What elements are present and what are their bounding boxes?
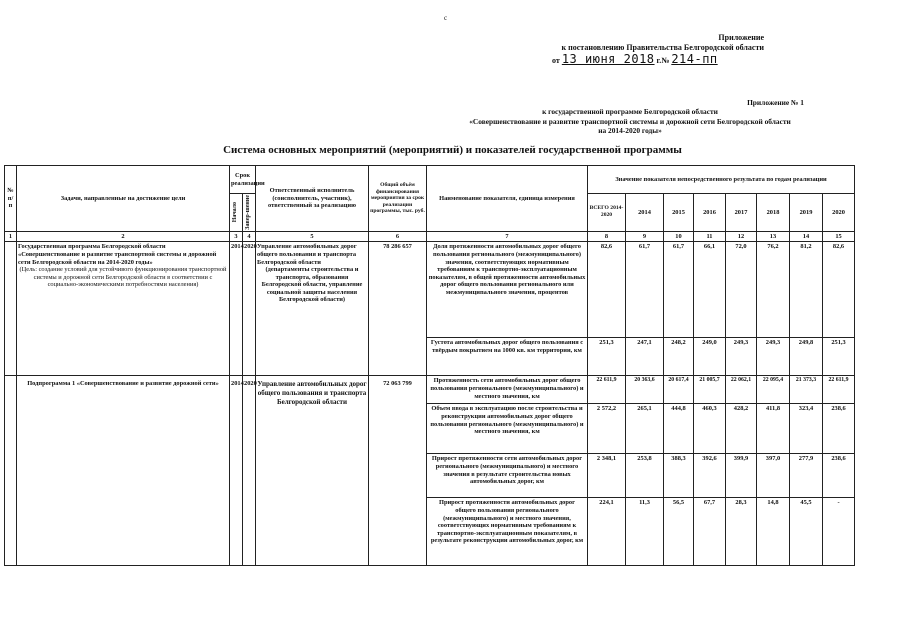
header-responsible: Ответственный исполнитель (соисполнитель, участник), ответственный за реализацию <box>256 166 369 232</box>
indicator-value: 247,1 <box>626 338 664 376</box>
program-task-cell <box>17 242 230 376</box>
program-title: Государственная программа Белгородской области «Совершенствование и развитие транспортной системы и дорожной сети Белгородской области на 2014-2020 годы» <box>18 243 217 266</box>
indicator-value: 56,5 <box>664 498 694 566</box>
column-number: 3 <box>230 231 243 242</box>
column-number: 8 <box>588 231 626 242</box>
appendix-header <box>420 98 840 136</box>
header-no: № п/п <box>5 166 17 232</box>
indicator-value: 22 062,1 <box>726 376 757 404</box>
header-term: Срок реализации <box>230 166 256 194</box>
header-year: 2016 <box>694 194 726 232</box>
indicator-value: 76,2 <box>757 242 790 338</box>
indicator-total: 82,6 <box>588 242 626 338</box>
header-indicator: Наименование показателя, единица измерения <box>427 166 588 232</box>
indicator-value: 238,6 <box>823 454 855 498</box>
indicator-total: 22 611,9 <box>588 376 626 404</box>
subprogram-end: 2020 <box>243 376 256 566</box>
column-number: 7 <box>427 231 588 242</box>
header-values: Значение показателя непосредственного результата по годам реализации <box>588 166 855 194</box>
indicator-value: 61,7 <box>664 242 694 338</box>
column-number-row <box>5 231 855 242</box>
indicator-value: 72,0 <box>726 242 757 338</box>
column-number: 5 <box>256 231 369 242</box>
decree-g: г.№ <box>656 56 670 65</box>
indicator-value: 249,8 <box>790 338 823 376</box>
appendix-line-3: «Совершенствование и развитие транспортной системы и дорожной сети Белгородской области <box>469 116 791 126</box>
column-number: 2 <box>17 231 230 242</box>
header-year: 2020 <box>823 194 855 232</box>
indicator-name: Протяженность сети автомобильных дорог общего пользования регионального (межмуниципального) и местного значения, км <box>427 376 588 404</box>
header-year: 2015 <box>664 194 694 232</box>
indicator-value: 82,6 <box>823 242 855 338</box>
indicator-total: 2 348,1 <box>588 454 626 498</box>
indicator-value: 20 617,4 <box>664 376 694 404</box>
indicator-value: 411,8 <box>757 404 790 454</box>
indicator-value: 388,3 <box>664 454 694 498</box>
indicator-name: Прирост протяженности автомобильных дорог общего пользования регионального (межмуниципального) и местного значения, соответствующих нормативным требованиям к транспортно-эксплуатационным показателям, в результате реконструкции автомобильных дорог, км <box>427 498 588 566</box>
column-number: 4 <box>243 231 256 242</box>
indicator-value: 265,1 <box>626 404 664 454</box>
header-year: 2017 <box>726 194 757 232</box>
header-financing: Общий объём финансирования мероприятия за срок реализации программы, тыс. руб. <box>369 166 427 232</box>
decree-reference <box>552 52 718 66</box>
indicator-value: 397,0 <box>757 454 790 498</box>
column-number: 9 <box>626 231 664 242</box>
indicator-total: 2 572,2 <box>588 404 626 454</box>
document-title: Система основных мероприятий (мероприятий) и показателей государственной программы <box>223 144 682 156</box>
program-table <box>4 165 855 566</box>
indicator-name: Густота автомобильных дорог общего пользования с твёрдым покрытием на 1000 кв. км территории, км <box>427 338 588 376</box>
decree-header <box>562 33 764 53</box>
decree-number: 214-пп <box>671 52 718 66</box>
appendix-line-1: Приложение № 1 <box>747 98 804 107</box>
indicator-value: 45,5 <box>790 498 823 566</box>
table-row <box>5 242 855 338</box>
table-row <box>5 376 855 404</box>
column-number: 11 <box>694 231 726 242</box>
column-number: 12 <box>726 231 757 242</box>
header-start: Начало <box>230 194 243 232</box>
decree-date: 13 июня 2018 <box>561 52 655 66</box>
indicator-value: 249,0 <box>694 338 726 376</box>
indicator-value: 248,2 <box>664 338 694 376</box>
indicator-value: 81,2 <box>790 242 823 338</box>
indicator-value: - <box>823 498 855 566</box>
indicator-value: 22 611,9 <box>823 376 855 404</box>
indicator-value: 238,6 <box>823 404 855 454</box>
header-year: 2014 <box>626 194 664 232</box>
indicator-value: 21 005,7 <box>694 376 726 404</box>
indicator-value: 444,8 <box>664 404 694 454</box>
subprogram-start: 2014 <box>230 376 243 566</box>
indicator-value: 323,4 <box>790 404 823 454</box>
program-financing: 78 286 657 <box>369 242 427 376</box>
column-number: 15 <box>823 231 855 242</box>
program-responsible: Управление автомобильных дорог общего пользования и транспорта Белгородской области (департаменты строительства и транспорта, образования Белгородской области, управление социальной защиты населения Белгородской области) <box>256 242 369 376</box>
indicator-value: 28,3 <box>726 498 757 566</box>
indicator-value: 67,7 <box>694 498 726 566</box>
header-line-1: Приложение <box>718 33 764 42</box>
appendix-line-2: к государственной программе Белгородской области <box>542 107 718 117</box>
page-mark: с <box>444 14 448 22</box>
subprogram-title: Подпрограмма 1 «Совершенствование и развитие дорожной сети» <box>17 376 230 566</box>
indicator-value: 11,3 <box>626 498 664 566</box>
decree-prefix: от <box>552 56 560 65</box>
program-end: 2020 <box>243 242 256 376</box>
indicator-value: 249,3 <box>726 338 757 376</box>
indicator-value: 277,9 <box>790 454 823 498</box>
indicator-value: 251,3 <box>823 338 855 376</box>
column-number: 14 <box>790 231 823 242</box>
indicator-value: 392,6 <box>694 454 726 498</box>
column-number: 6 <box>369 231 427 242</box>
indicator-value: 20 363,6 <box>626 376 664 404</box>
indicator-total: 224,1 <box>588 498 626 566</box>
table-header-row <box>5 166 855 194</box>
header-total: ВСЕГО 2014-2020 <box>588 194 626 232</box>
program-start: 2014 <box>230 242 243 376</box>
column-number: 13 <box>757 231 790 242</box>
header-line-2: к постановлению Правительства Белгородской области <box>561 43 764 52</box>
indicator-value: 249,3 <box>757 338 790 376</box>
indicator-value: 61,7 <box>626 242 664 338</box>
program-goal: (Цель: создание условий для устойчивого функционирования транспортной системы и дорожной сети Белгородской области в соответствии с социально-экономическими потребностями населения) <box>19 266 227 289</box>
indicator-total: 251,3 <box>588 338 626 376</box>
indicator-value: 14,8 <box>757 498 790 566</box>
subprogram-responsible: Управление автомобильных дорог общего пользования и транспорта Белгородской области <box>256 376 369 566</box>
header-year: 2018 <box>757 194 790 232</box>
indicator-value: 460,3 <box>694 404 726 454</box>
header-end: Завер-шение <box>243 194 256 232</box>
indicator-value: 66,1 <box>694 242 726 338</box>
column-number: 10 <box>664 231 694 242</box>
header-task: Задачи, направленные на достижение цели <box>17 166 230 232</box>
indicator-name: Объем ввода в эксплуатацию после строительства и реконструкции автомобильных дорог общего пользования регионального (межмуниципального) и местного значения, км <box>427 404 588 454</box>
indicator-name: Прирост протяженности сети автомобильных дорог регионального (межмуниципального) и местного значения в результате строительства новых автомобильных дорог, км <box>427 454 588 498</box>
indicator-value: 253,8 <box>626 454 664 498</box>
column-number: 1 <box>5 231 17 242</box>
header-year: 2019 <box>790 194 823 232</box>
appendix-line-4: на 2014-2020 годы» <box>598 126 662 136</box>
indicator-value: 399,9 <box>726 454 757 498</box>
indicator-value: 22 095,4 <box>757 376 790 404</box>
indicator-name: Доля протяженности автомобильных дорог общего пользования регионального (межмуниципального) значения, соответствующих нормативным требованиям к транспортно-эксплуатационным показателям, в общей протяженности автомобильных дорог общего пользования регионального или межмуниципального значения, процентов <box>427 242 588 338</box>
subprogram-financing: 72 063 799 <box>369 376 427 566</box>
indicator-value: 21 373,3 <box>790 376 823 404</box>
indicator-value: 428,2 <box>726 404 757 454</box>
